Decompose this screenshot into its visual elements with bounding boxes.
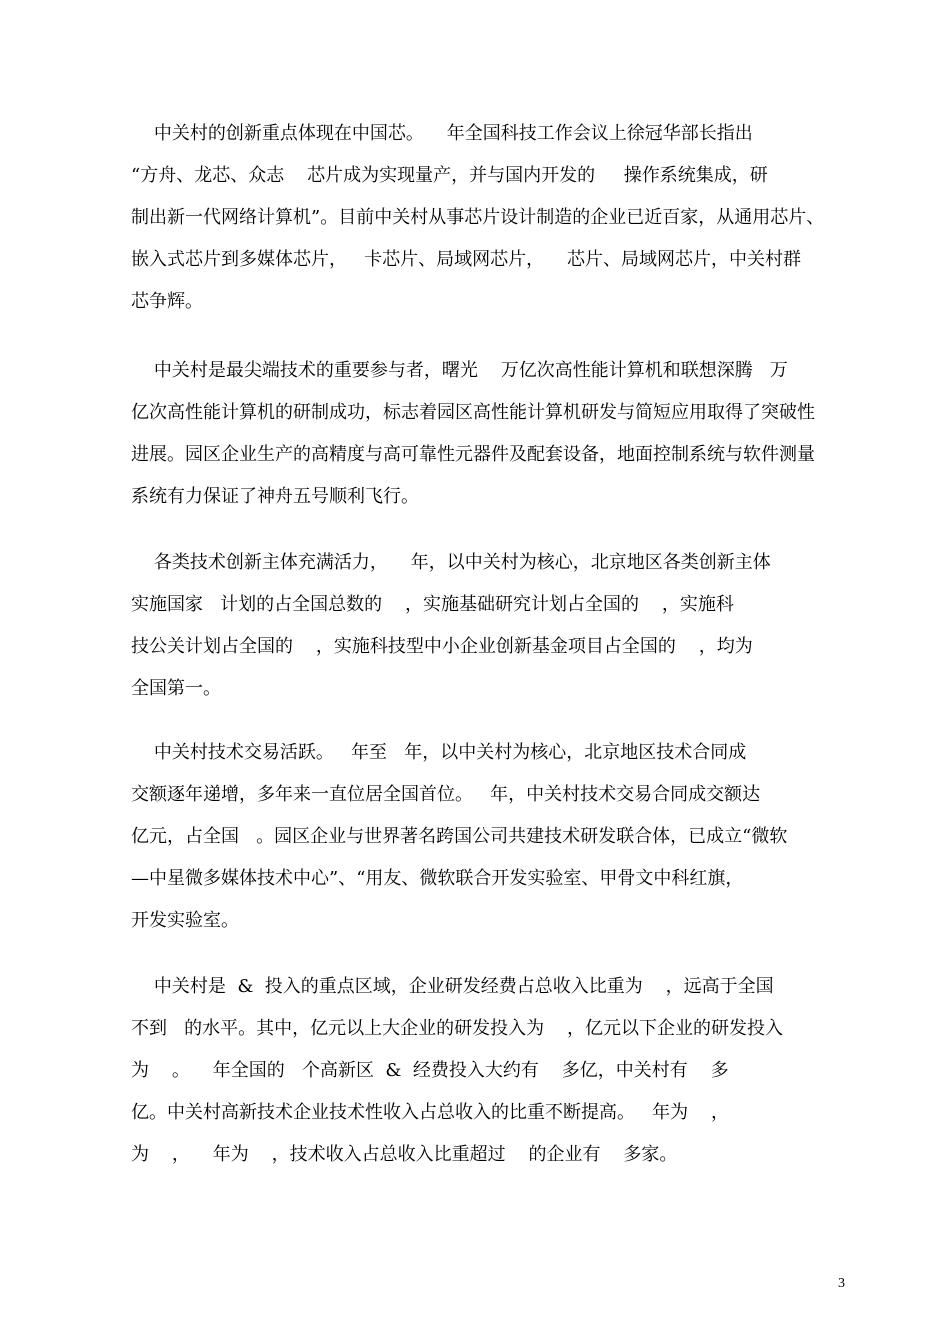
paragraph-line: 进展。园区企业生产的高精度与高可靠性元器件及配套设备，地面控制系统与软件测量 bbox=[131, 444, 815, 465]
page-number: 3 bbox=[838, 1276, 845, 1291]
paragraph-line: 亿元，占全国 。园区企业与世界著名跨国公司共建技术研发联合体，已成立“微软 bbox=[131, 826, 788, 847]
paragraph-line: 系统有力保证了神舟五号顺利飞行。 bbox=[131, 486, 419, 507]
paragraph-line: 实施国家 计划的占全国总数的 ，实施基础研究计划占全国的 ，实施科 bbox=[131, 594, 734, 615]
paragraph-line: 交额逐年递增，多年来一直位居全国首位。 年，中关村技术交易合同成交额达 bbox=[131, 784, 761, 805]
paragraph-line: 为 ， 年为 ，技术收入占总收入比重超过 的企业有 多家。 bbox=[131, 1144, 678, 1165]
paragraph-line: 亿次高性能计算机的研制成功，标志着园区高性能计算机研发与简短应用取得了突破性 bbox=[131, 402, 815, 423]
paragraph-line: 制出新一代网络计算机”。目前中关村从事芯片设计制造的企业已近百家，从通用芯片、 bbox=[131, 207, 825, 228]
paragraph-line: 嵌入式芯片到多媒体芯片， 卡芯片、局域网芯片， 芯片、局域网芯片，中关村群 bbox=[131, 249, 802, 270]
paragraph-line: 中关村的创新重点体现在中国芯。 年全国科技工作会议上徐冠华部长指出 bbox=[131, 123, 753, 144]
paragraph-line: 技公关计划占全国的 ，实施科技型中小企业创新基金项目占全国的 ，均为 bbox=[131, 636, 753, 657]
paragraph-line: 全国第一。 bbox=[131, 678, 221, 699]
paragraph-line: 中关村技术交易活跃。 年至 年，以中关村为核心，北京地区技术合同成 bbox=[131, 742, 747, 763]
paragraph-line: 芯争辉。 bbox=[131, 291, 203, 312]
paragraph-line: 开发实验室。 bbox=[131, 910, 239, 931]
paragraph-line: 各类技术创新主体充满活力， 年，以中关村为核心，北京地区各类创新主体 bbox=[131, 552, 771, 573]
paragraph-line: 亿。中关村高新技术企业技术性收入占总收入的比重不断提高。 年为 ， bbox=[131, 1102, 730, 1123]
paragraph-line: 中关村是最尖端技术的重要参与者，曙光 万亿次高性能计算机和联想深腾 万 bbox=[131, 360, 788, 381]
paragraph-line: “方舟、龙芯、众志 芯片成为实现量产，并与国内开发的 操作系统集成，研 bbox=[131, 165, 768, 186]
paragraph-line: 为 。 年全国的 个高新区 & 经费投入大约有 多亿，中关村有 多 bbox=[131, 1060, 729, 1081]
paragraph-line: 不到 的水平。其中，亿元以上大企业的研发投入为 ，亿元以下企业的研发投入 bbox=[131, 1018, 784, 1039]
paragraph-line: —中星微多媒体技术中心”、“用友、微软联合开发实验室、甲骨文中科红旗， bbox=[131, 868, 744, 889]
paragraph-line: 中关村是 & 投入的重点区域，企业研发经费占总收入比重为 ，远高于全国 bbox=[131, 976, 774, 997]
